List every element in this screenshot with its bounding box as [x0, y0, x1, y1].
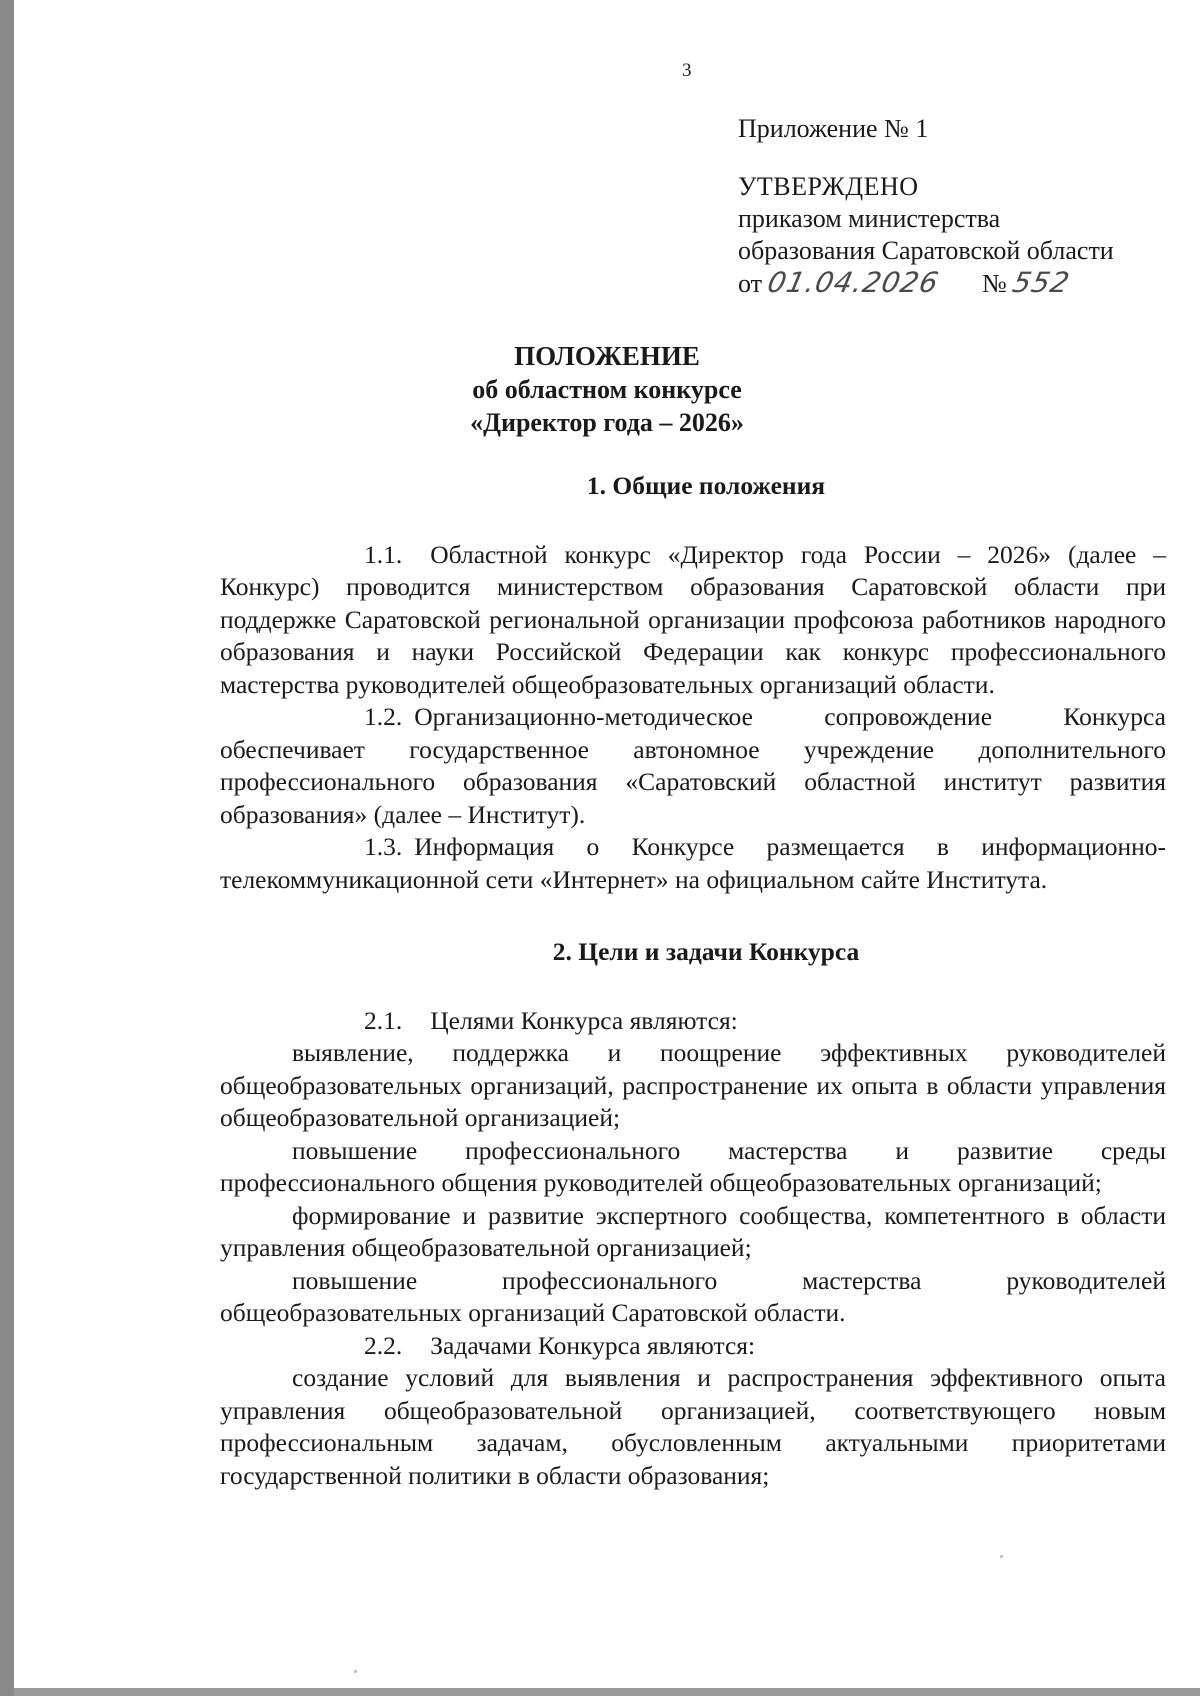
item-number: 2.1.	[364, 1005, 403, 1035]
section-1-heading: 1. Общие положения	[586, 471, 826, 500]
document-title	[14, 340, 1200, 439]
goal-item-3: формирование и развитие экспертного сообщества, компетентного в области управления общеобразовательной организацией;	[220, 1200, 1166, 1262]
title-main: ПОЛОЖЕНИЕ	[514, 341, 700, 371]
item-number: 1.3.	[364, 832, 403, 861]
item-number: 1.2.	[364, 702, 403, 731]
scan-speck	[354, 1670, 357, 1673]
goal-item-4: повышение профессионального мастерства руководителей общеобразовательных организаций Саратовской области.	[220, 1265, 1166, 1327]
handwritten-number: 552	[1009, 266, 1073, 299]
item-number: 2.2.	[364, 1330, 403, 1360]
task-item-1: создание условий для выявления и распространения эффективного опыта управления общеобразовательной организацией, соответствующего новым профессиональным задачам, обусловленным актуальными приоритетами государственной политики в области образования;	[220, 1363, 1166, 1490]
approval-line-2: образования Саратовской области	[738, 236, 1114, 265]
paragraph-1-3	[220, 831, 1166, 896]
item-text: Областной конкурс «Директор года России – 2026» (далее – Конкурс) проводится министерством образования Саратовской области при поддержке Саратовской региональной организации профсоюза работников народного образования и науки Российской Федерации как конкурс профессионального мастерства руководителей общеобразовательных организаций области.	[220, 539, 1166, 699]
annex-label: Приложение № 1	[738, 114, 929, 143]
handwritten-date: 01.04.2026	[764, 266, 942, 299]
goal-item-1: выявление, поддержка и поощрение эффективных руководителей общеобразовательных организаций, распространение их опыта в области управления общеобразовательной организацией;	[220, 1038, 1166, 1132]
title-sub-2: «Директор года – 2026»	[470, 408, 744, 437]
number-prefix: №	[982, 269, 1007, 298]
paragraph-2-1	[220, 1005, 1166, 1038]
item-text: Организационно-методическое сопровождение Конкурса обеспечивает государственное автономное учреждение дополнительного профессионального образования «Саратовский областной институт развития образования» (далее – Институт).	[220, 702, 1166, 829]
page-number: 3	[682, 60, 692, 81]
approved-label: УТВЕРЖДЕНО	[738, 172, 919, 201]
section-2-heading: 2. Цели и задачи Конкурса	[552, 937, 860, 966]
scan-speck	[1000, 1555, 1003, 1558]
approval-line-1: приказом министерства	[738, 204, 1001, 233]
item-text: Задачами Конкурса являются:	[430, 1330, 756, 1360]
document-body	[220, 470, 1166, 1492]
document-page	[14, 0, 1200, 1688]
paragraph-2-2	[220, 1330, 1166, 1363]
scan-edge-bottom	[14, 1688, 1200, 1696]
paragraph-1-1	[220, 539, 1166, 702]
item-text: Информация о Конкурсе размещается в информационно-телекоммуникационной сети «Интернет» на официальном сайте Института.	[220, 832, 1166, 894]
title-sub-1: об областном конкурсе	[472, 375, 742, 404]
date-prefix: от	[738, 269, 763, 298]
approval-date-line	[738, 267, 1178, 300]
scan-edge-left	[0, 0, 14, 1696]
paragraph-1-2	[220, 701, 1166, 831]
goal-item-2: повышение профессионального мастерства и развитие среды профессионального общения руководителей общеобразовательных организаций;	[220, 1135, 1166, 1197]
approval-block	[738, 113, 1178, 300]
item-text: Целями Конкурса являются:	[430, 1005, 738, 1035]
item-number: 1.1.	[364, 539, 403, 569]
